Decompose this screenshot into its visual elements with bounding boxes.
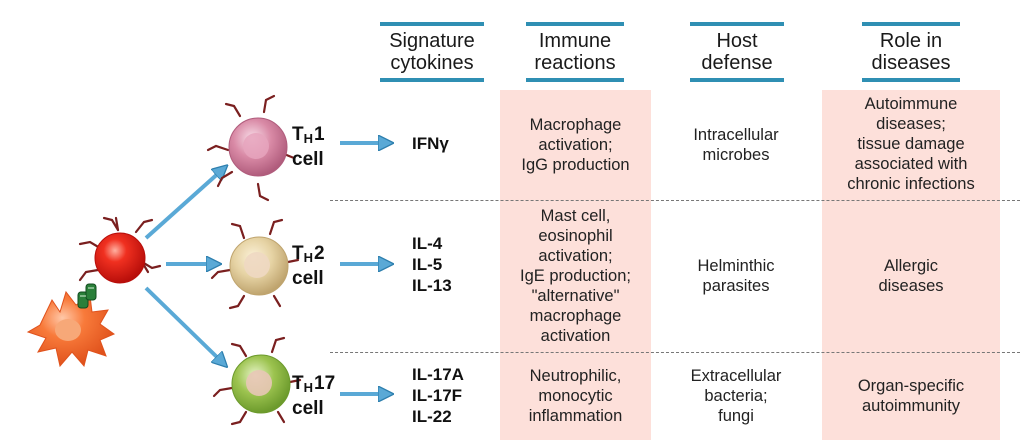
header-host-defense [690,22,784,82]
header-line-1: Host [716,30,758,52]
t-number: 1 [314,124,325,145]
row-divider-1 [330,200,1020,201]
text-line: Extracellular [690,367,782,385]
header-line-1: Role in [879,30,943,52]
th1-host-defense [660,100,812,190]
th17-cytokines [412,364,464,427]
text-line: eosinophil [538,227,613,245]
th17-role-in-diseases [822,360,1000,432]
t-subscript: H [303,131,313,146]
text-line: Helminthic [697,257,775,275]
header-role-in-diseases [862,22,960,82]
t-number: 17 [314,373,336,394]
th17-immune-reactions [500,360,651,432]
text-line: bacteria; [704,387,768,405]
text-line: macrophage [529,307,622,325]
text-line: monocytic [538,387,613,405]
th1-role-in-diseases [822,93,1000,195]
cytokine: IL-4 [412,234,443,253]
naive-t-cell [80,218,160,283]
text-line: inflammation [528,407,623,425]
text-line: Intracellular [693,126,779,144]
t-number: 2 [314,243,325,264]
cytokine: IL-17A [412,365,464,384]
th2-label [292,243,325,289]
text-line: associated with [854,155,968,173]
text-line: microbes [702,146,770,164]
dendritic-cell [28,292,114,366]
text-line: tissue damage [857,135,965,153]
text-line: fungi [718,407,754,425]
th17-label [292,373,335,419]
header-line-2: defense [701,52,773,74]
t-letter: T [292,124,304,145]
cytokine: IL-13 [412,276,452,295]
th2-immune-reactions [500,205,651,347]
text-line: activation; [538,247,613,265]
header-line-1: Immune [538,30,612,52]
cytokine: IFNγ [412,134,449,153]
text-line: IgG production [521,156,630,174]
th2-role-in-diseases [822,205,1000,347]
th1-cell [208,96,294,200]
th2-cell [212,220,298,308]
header-line-2: diseases [871,52,951,74]
header-line-1: Signature [389,30,475,52]
text-line: diseases; [876,115,946,133]
t-subscript: H [303,250,313,265]
row-divider-2 [330,352,1020,353]
arrow-to-th17 [146,288,222,362]
cells-illustration [0,0,400,448]
th1-immune-reactions [500,100,651,190]
text-line: "alternative" [531,287,620,305]
th2-host-defense [660,205,812,347]
th1-cytokines [412,133,449,154]
text-line: Autoimmune [864,95,958,113]
cytokine: IL-17F [412,386,463,405]
header-line-2: reactions [534,52,616,74]
cell-word: cell [292,149,324,170]
header-line-2: cytokines [390,52,474,74]
text-line: activation [540,327,611,345]
text-line: IgE production; [520,267,631,285]
cytokine: IL-5 [412,255,443,274]
t-letter: T [292,243,304,264]
text-line: autoimmunity [861,397,961,415]
text-line: parasites [702,277,770,295]
text-line: Neutrophilic, [529,367,622,385]
cell-word: cell [292,268,324,289]
arrow-to-th1 [146,170,222,238]
text-line: Macrophage [529,116,622,134]
text-line: Allergic [883,257,939,275]
cytokine: IL-22 [412,407,452,426]
th17-cell [214,338,300,424]
th2-cytokines [412,233,452,296]
th1-label [292,124,325,170]
text-line: Mast cell, [540,207,611,225]
header-immune-reactions [526,22,624,82]
t-letter: T [292,373,304,394]
th17-host-defense [660,360,812,432]
tcr-mhc-complex [78,284,96,308]
t-subscript: H [303,380,313,395]
text-line: chronic infections [847,175,975,193]
text-line: activation; [538,136,613,154]
text-line: Organ-specific [857,377,965,395]
text-line: diseases [878,277,944,295]
cell-word: cell [292,398,324,419]
